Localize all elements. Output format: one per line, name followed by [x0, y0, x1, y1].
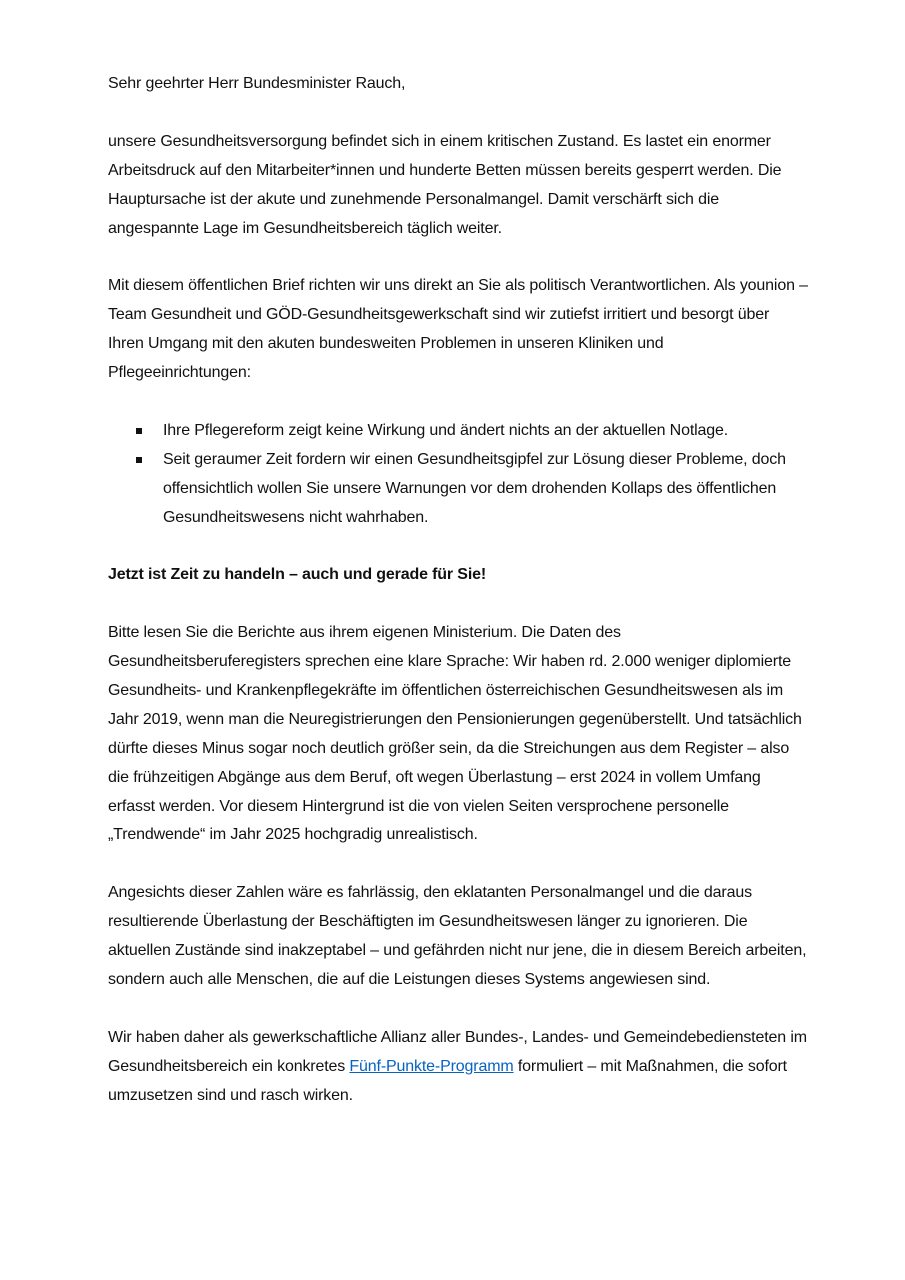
- paragraph-program: [108, 1024, 808, 1111]
- bullet-list: [108, 417, 808, 533]
- program-text-after: formuliert – mit Maßnahmen, die sofort umzusetzen sind und rasch wirken.: [108, 1057, 787, 1104]
- five-point-program-link[interactable]: Fünf-Punkte-Programm: [349, 1057, 514, 1075]
- square-bullet-icon: [136, 457, 142, 463]
- section-heading: Jetzt ist Zeit zu handeln – auch und gerade für Sie!: [108, 566, 487, 584]
- bullet-item: [108, 417, 808, 446]
- bullet-text: Seit geraumer Zeit fordern wir einen Gesundheitsgipfel zur Lösung dieser Probleme, doch offensichtlich wollen Sie unsere Warnungen vor dem drohenden Kollaps des öffentlichen Gesundheitswesens nicht wahrhaben.: [163, 450, 786, 526]
- square-bullet-icon: [136, 428, 142, 434]
- paragraph-data: Bitte lesen Sie die Berichte aus ihrem eigenen Ministerium. Die Daten des Gesundheitsberuferegisters sprechen eine klare Sprache: Wir haben rd. 2.000 weniger diplomierte Gesundheits- und Krankenpflegekräfte im öffentlichen österreichischen Gesundheitswesen als im Jahr 2019, wenn man die Neuregistrierungen den Pensionierungen gegenüberstellt. Und tatsächlich dürfte dieses Minus sogar noch deutlich größer sein, da die Streichungen aus dem Register – also die frühzeitigen Abgänge aus dem Beruf, oft wegen Überlastung – erst 2024 in vollem Umfang erfasst werden. Vor diesem Hintergrund ist die von vielen Seiten versprochene personelle „Trendwende“ im Jahr 2025 hochgradig unrealistisch.: [108, 624, 802, 844]
- paragraph-open-letter: Mit diesem öffentlichen Brief richten wir uns direkt an Sie als politisch Verantwortlichen. Als younion – Team Gesundheit und GÖD-Gesundheitsgewerkschaft sind wir zutiefst irritiert und besorgt über Ihren Umgang mit den akuten bundesweiten Problemen in unseren Kliniken und Pflegeeinrichtungen:: [108, 277, 808, 382]
- bullet-text: Ihre Pflegereform zeigt keine Wirkung und ändert nichts an der aktuellen Notlage.: [163, 421, 729, 439]
- paragraph-consequences: Angesichts dieser Zahlen wäre es fahrlässig, den eklatanten Personalmangel und die daraus resultierende Überlastung der Beschäftigten im Gesundheitswesen länger zu ignorieren. Die aktuellen Zustände sind inakzeptabel – und gefährden nicht nur jene, die in diesem Bereich arbeiten, sondern auch alle Menschen, die auf die Leistungen dieses Systems angewiesen sind.: [108, 884, 807, 988]
- program-text-before: Wir haben daher als gewerkschaftliche Allianz aller Bundes-, Landes- und Gemeindebediensteten im Gesundheitsbereich ein konkretes: [108, 1028, 807, 1075]
- paragraph-intro: unsere Gesundheitsversorgung befindet sich in einem kritischen Zustand. Es lastet ein enormer Arbeitsdruck auf den Mitarbeiter*innen und hunderte Betten müssen bereits gesperrt werden. Die Hauptursache ist der akute und zunehmende Personalmangel. Damit verschärft sich die angespannte Lage im Gesundheitsbereich täglich weiter.: [108, 132, 782, 237]
- salutation: Sehr geehrter Herr Bundesminister Rauch,: [108, 75, 406, 92]
- bullet-item: [108, 446, 808, 533]
- letter-body: [108, 70, 808, 1139]
